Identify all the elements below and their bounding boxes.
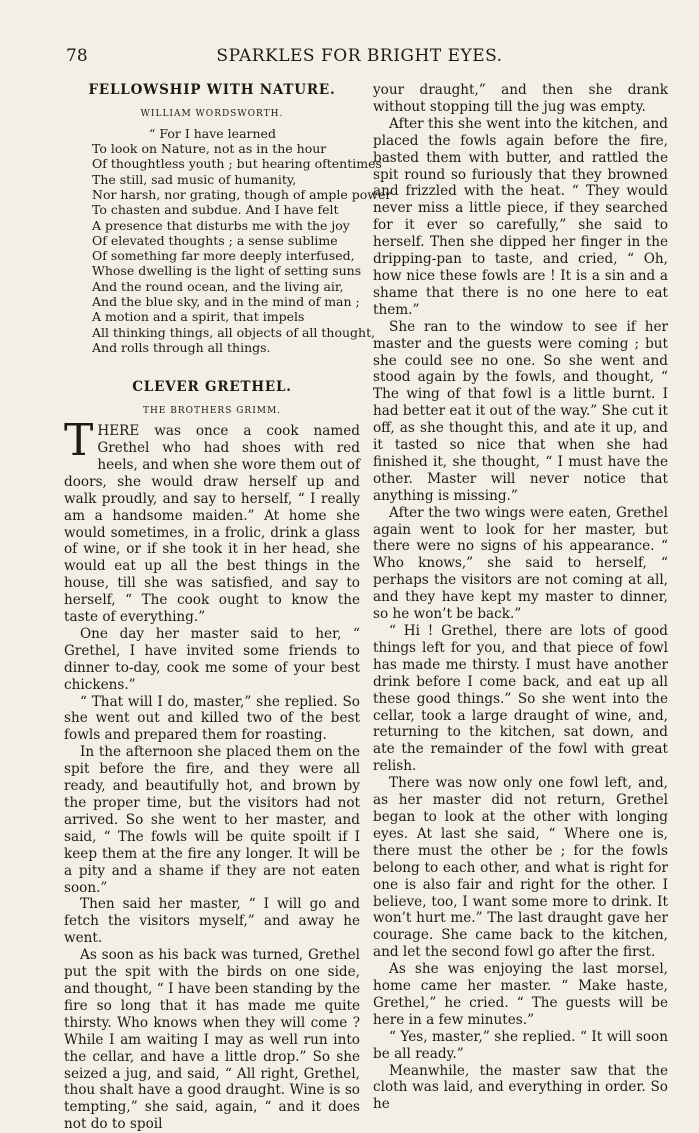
story-paragraph: After this she went into the kitchen, and placed the fowls again before the fire, basted them with butter, and rattled the spit round so furiously that they browned and frizzled with the heat. “ They would never miss a little piece, if they searched for it ever so carefully,” she said to herself. Then she dipped her finger in the dripping-pan to taste, and cried, “ Oh, how nice these fowls are ! It is a sin and a shame that there is no one here to eat them.”	[373, 115, 668, 318]
poem-line: Nor harsh, nor grating, though of ample power	[92, 187, 392, 202]
poem-body	[92, 125, 392, 355]
story-paragraph: your draught,” and then she drank without stopping till the jug was empty.	[373, 82, 668, 115]
section-gap	[64, 355, 360, 379]
page-number: 78	[66, 46, 88, 66]
poem-line: The still, sad music of humanity,	[92, 171, 297, 187]
story-author: THE BROTHERS GRIMM.	[142, 406, 282, 417]
story-paragraph: Then said her master, “ I will go and fetch the visitors myself,” and away he went.	[64, 896, 360, 947]
poem-line: A motion and a spirit, that impels	[92, 309, 305, 325]
story-paragraph: There was now only one fowl left, and, as her master did not return, Grethel began to look at the other with longing eyes. At last she said, “ Where one is, there must the other be ; for the fowls belong to each other, and what is right for one is also fair and right for the other. I believe, too, I want some more to drink. It won’t hurt me.” The last draught gave her courage. She came back to the kitchen, and let the second fowl go after the first.	[373, 775, 668, 961]
poem-line: A presence that disturbs me with the joy	[92, 217, 350, 233]
poem-line: Of thoughtless youth ; but hearing oftentimes	[92, 156, 382, 172]
poem-line: Of elevated thoughts ; a sense sublime	[92, 232, 338, 248]
story-paragraph: As she was enjoying the last morsel, home came her master. “ Make haste, Grethel,” he cried. “ The guests will be here in a few minutes.”	[373, 961, 668, 1028]
left-column	[64, 82, 392, 1133]
story-paragraph: “ Hi ! Grethel, there are lots of good things left for you, and that piece of fowl has made me thirsty. I must have another drink before I come back, and eat up all these good things.” So she went into the cellar, took a large draught of wine, and, returning to the kitchen, sat down, and ate the remainder of the fowl with great relish.	[373, 623, 668, 775]
page-header	[66, 46, 653, 66]
paragraph-text: HERE was once a cook named Grethel who had shoes with red heels, and when she wore them out of doors, she would draw herself up and walk proudly, and say to herself, “ I really am a handsome maiden.” At home she would sometimes, in a frolic, drink a glass of wine, or if she took it in her head, she would eat up all the best things in the house, till she was satisfied, and say to herself, “ The cook ought to know the taste of everything.”	[64, 423, 360, 626]
story-paragraph: Meanwhile, the master saw that the cloth was laid, and everything in order. So he	[373, 1062, 668, 1113]
poem-line: And the round ocean, and the living air,	[92, 278, 344, 294]
poem-line: “ For I have learned	[149, 125, 276, 141]
poem-line: All thinking things, all objects of all thought,	[92, 324, 376, 340]
story-paragraph: “ Yes, master,” she replied. “ It will soon be all ready.”	[373, 1028, 668, 1062]
story-paragraph: One day her master said to her, “ Grethel, I have invited some friends to dinner to-day, cook me some of your best chickens.”	[64, 625, 360, 693]
poem-line: Of something far more deeply interfused,	[92, 248, 355, 264]
running-head: SPARKLES FOR BRIGHT EYES.	[216, 46, 503, 66]
right-column	[373, 82, 668, 1113]
poem-title: FELLOWSHIP WITH NATURE.	[88, 82, 336, 98]
poem-author: WILLIAM WORDSWORTH.	[140, 108, 284, 119]
poem-line: To chasten and subdue. And I have felt	[92, 202, 339, 218]
story-paragraph: In the afternoon she placed them on the spit before the fire, and they were all ready, and beautifully hot, and brown by the proper time, but the visitors had not arrived. So she went to her master, and said, “ The fowls will be quite spoilt if I keep them at the fire any longer. It will be a pity and a shame if they are not eaten soon.”	[64, 744, 360, 896]
story-paragraph: As soon as his back was turned, Grethel put the spit with the birds on one side, and thought, “ I have been standing by the fire so long that it has made me quite thirsty. Who knows when they will come ? While I am waiting I may as well run into the cellar, and have a little drop.” So she seized a jug, and said, “ All right, Grethel, thou shalt have a good draught. Wine is so tempting,” she said, again, “ and it does not do to spoil	[64, 947, 360, 1133]
poem-line: To look on Nature, not as in the hour	[92, 141, 327, 157]
story-paragraph	[64, 415, 360, 626]
story-paragraph: After the two wings were eaten, Grethel again went to look for her master, but there were no signs of his appearance. “ Who knows,” she said to herself, “ perhaps the visitors are not coming at all, and they have kept my master to dinner, so he won’t be back.”	[373, 504, 668, 623]
poem-line: And rolls through all things.	[92, 339, 271, 355]
story-title: CLEVER GRETHEL.	[132, 379, 292, 396]
poem-line: Whose dwelling is the light of setting suns	[92, 263, 362, 279]
poem-line: And the blue sky, and in the mind of man ;	[92, 294, 360, 310]
drop-cap: T	[64, 415, 94, 467]
story-paragraph: “ That will I do, master,” she replied. So she went out and killed two of the best fowls and prepared them for roasting.	[64, 693, 360, 744]
story-paragraph: She ran to the window to see if her master and the guests were coming ; but she could see no one. So she went and stood again by the fowls, and thought, “ The wing of that fowl is a little burnt. I had better eat it out of the way.” She cut it off, as she thought this, and ate it up, and it tasted so nice that when she had finished it, she thought, “ I must have the other. Master will never notice that anything is missing.”	[373, 318, 668, 504]
